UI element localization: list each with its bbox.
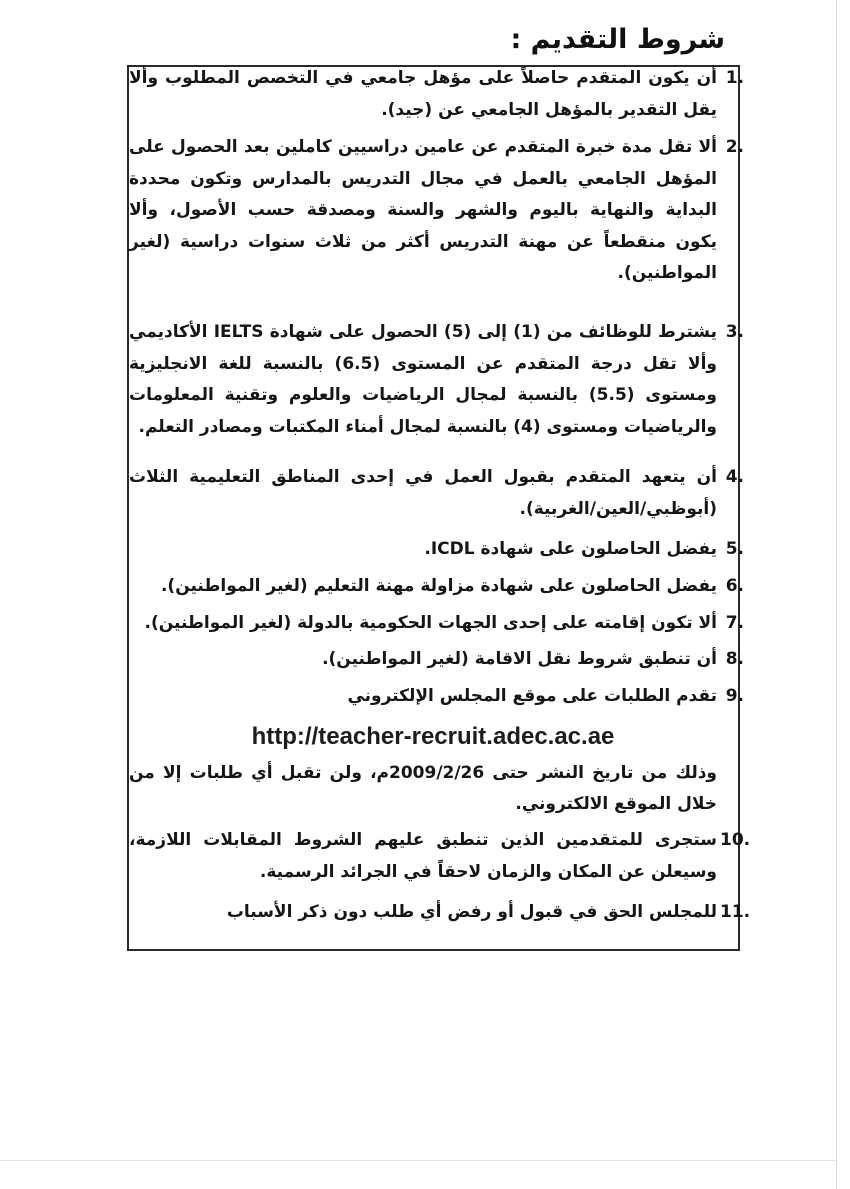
condition-number: 4. xyxy=(725,467,744,487)
condition-text: أن يكون المتقدم حاصلاً على مؤهل جامعي في التخصص المطلوب وألا يقل التقدير بالمؤهل الجامعي عن (جيد). xyxy=(129,68,717,120)
condition-text: ستجرى للمتقدمين الذين تنطبق عليهم الشروط المقابلات اللازمة، وسيعلن عن المكان والزمان لاحقاً في الجرائد الرسمية. xyxy=(129,830,717,882)
condition-number: 9. xyxy=(725,686,744,706)
condition-item-10 xyxy=(129,825,751,888)
condition-number: 11. xyxy=(720,902,751,922)
condition-number: 8. xyxy=(725,649,744,669)
condition-number: 1. xyxy=(725,68,744,88)
deadline-note: وذلك من تاريخ النشر حتى 2009/2/26م، ولن تقبل أي طلبات إلا من خلال الموقع الالكتروني. xyxy=(129,763,717,814)
condition-text: يشترط للوظائف من (1) إلى (5) الحصول على شهادة IELTS الأكاديمي وألا تقل درجة المتقدم عن المستوى (6.5) بالنسبة للغة الانجليزية ومستوى (5.5) بالنسبة لمجال الرياضيات والعلوم وتقنية المعلومات والرياضيات ومستوى (4) بالنسبة لمجال أمناء المكتبات ومصادر التعلم. xyxy=(129,322,717,437)
condition-item-6 xyxy=(129,571,744,603)
condition-text: يفضل الحاصلون على شهادة مزاولة مهنة التعليم (لغير المواطنين). xyxy=(160,576,717,596)
condition-item-3 xyxy=(129,317,744,443)
condition-item-7 xyxy=(129,608,744,640)
condition-number: 3. xyxy=(725,322,744,342)
condition-item-5 xyxy=(129,534,744,566)
condition-number: 6. xyxy=(725,576,744,596)
condition-number: 2. xyxy=(725,137,744,157)
condition-text: تقدم الطلبات على موقع المجلس الإلكتروني xyxy=(347,686,717,706)
condition-text: أن يتعهد المتقدم بقبول العمل في إحدى المناطق التعليمية الثلاث (أبوظبي/العين/الغربية). xyxy=(129,467,717,519)
condition-item-8 xyxy=(129,644,744,676)
condition-text: ألا تقل مدة خبرة المتقدم عن عامين دراسيين كاملين بعد الحصول على المؤهل الجامعي بالعمل في مجال التدريس بالمدارس وتكون محددة البداية والنهاية باليوم والشهر والسنة ومصدقة حسب الأصول، وألا يكون منقطعاً عن مهنة التدريس أكثر من ثلاث سنوات دراسية (لغير المواطنين). xyxy=(129,137,717,283)
condition-item-4 xyxy=(129,462,744,525)
condition-item-1 xyxy=(129,63,744,126)
condition-number: 7. xyxy=(725,613,744,633)
condition-text: للمجلس الحق في قبول أو رفض أي طلب دون ذكر الأسباب xyxy=(226,902,717,922)
condition-text: أن تنطبق شروط نقل الاقامة (لغير المواطنين). xyxy=(322,649,717,669)
page-title: شروط التقديم : xyxy=(510,24,725,55)
condition-text: ألا تكون إقامته على إحدى الجهات الحكومية بالدولة (لغير المواطنين). xyxy=(144,613,717,633)
application-url[interactable]: http://teacher-recruit.adec.ac.ae xyxy=(251,723,615,750)
condition-item-11 xyxy=(129,897,751,929)
condition-number: 10. xyxy=(720,830,751,850)
condition-item-9 xyxy=(129,681,744,713)
condition-number: 5. xyxy=(725,539,744,559)
condition-item-2 xyxy=(129,132,744,290)
condition-text: يفضل الحاصلون على شهادة ICDL. xyxy=(424,539,717,559)
